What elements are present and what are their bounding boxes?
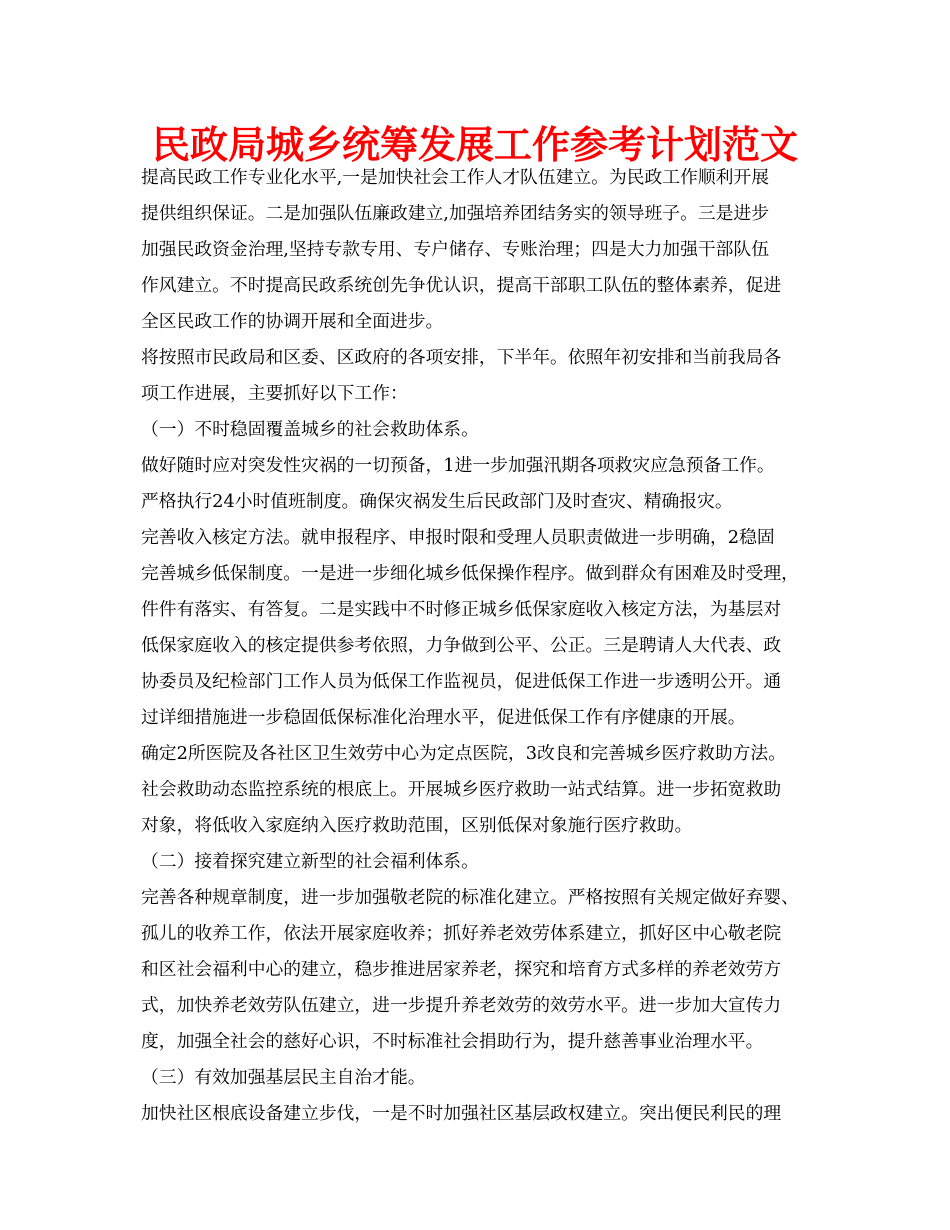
- section-heading: （二）接着探究建立新型的社会福利体系。: [141, 851, 479, 872]
- body-line: 和区社会福利中心的建立，稳步推进居家养老，探究和培育方式多样的养老效劳方: [141, 959, 782, 980]
- body-line: 做好随时应对突发性灾祸的一切预备，1进一步加强汛期各项救灾应急预备工作。: [141, 455, 775, 476]
- body-line: 件件有落实、有答复。二是实践中不时修正城乡低保家庭收入核定方法，为基层对: [141, 599, 782, 620]
- body-line: 完善收入核定方法。就申报程序、申报时限和受理人员职责做进一步明确，2稳固: [141, 527, 775, 548]
- body-line: 项工作进展，主要抓好以下工作：: [141, 383, 408, 404]
- body-line: 加强民政资金治理,坚持专款专用、专户储存、专账治理；四是大力加强干部队伍: [141, 239, 769, 260]
- document-body: [141, 160, 821, 1132]
- section-heading: （一）不时稳固覆盖城乡的社会救助体系。: [141, 419, 479, 440]
- body-line: 度，加强全社会的慈好心识，不时标准社会捐助行为，提升慈善事业治理水平。: [141, 1031, 764, 1052]
- body-line: 完善城乡低保制度。一是进一步细化城乡低保操作程序。做到群众有困难及时受理，: [141, 563, 799, 584]
- body-line: 过详细措施进一步稳固低保标准化治理水平，促进低保工作有序健康的开展。: [141, 707, 746, 728]
- body-line: 协委员及纪检部门工作人员为低保工作监视员，促进低保工作进一步透明公开。通: [141, 671, 782, 692]
- body-line: 加快社区根底设备建立步伐，一是不时加强社区基层政权建立。突出便民利民的理: [141, 1103, 782, 1124]
- section-heading: （三）有效加强基层民主自治才能。: [141, 1067, 426, 1088]
- body-line: 将按照市民政局和区委、区政府的各项安排，下半年。依照年初安排和当前我局各: [141, 347, 782, 368]
- body-line: 全区民政工作的协调开展和全面进步。: [141, 311, 444, 332]
- document-title: 民政局城乡统筹发展工作参考计划范文: [151, 122, 798, 167]
- body-line: 确定2所医院及各社区卫生效劳中心为定点医院，3改良和完善城乡医疗救助方法。: [141, 743, 786, 764]
- body-line: 作风建立。不时提高民政系统创先争优认识，提高干部职工队伍的整体素养，促进: [141, 275, 782, 296]
- body-line: 式，加快养老效劳队伍建立，进一步提升养老效劳的效劳水平。进一步加大宣传力: [141, 995, 782, 1016]
- body-line: 严格执行24小时值班制度。确保灾祸发生后民政部门及时查灾、精确报灾。: [141, 491, 733, 512]
- body-line: 提高民政工作专业化水平,一是加快社会工作人才队伍建立。为民政工作顺利开展: [141, 167, 769, 188]
- body-line: 低保家庭收入的核定提供参考依照，力争做到公平、公正。三是聘请人大代表、政: [141, 635, 782, 656]
- body-line: 提供组织保证。二是加强队伍廉政建立,加强培养团结务实的领导班子。三是进步: [141, 203, 769, 224]
- body-line: 对象，将低收入家庭纳入医疗救助范围，区别低保对象施行医疗救助。: [141, 815, 693, 836]
- body-line: 孤儿的收养工作，依法开展家庭收养；抓好养老效劳体系建立，抓好区中心敬老院: [141, 923, 782, 944]
- body-line: 完善各种规章制度，进一步加强敬老院的标准化建立。严格按照有关规定做好弃婴、: [141, 887, 799, 908]
- body-line: 社会救助动态监控系统的根底上。开展城乡医疗救助一站式结算。进一步拓宽救助: [141, 779, 782, 800]
